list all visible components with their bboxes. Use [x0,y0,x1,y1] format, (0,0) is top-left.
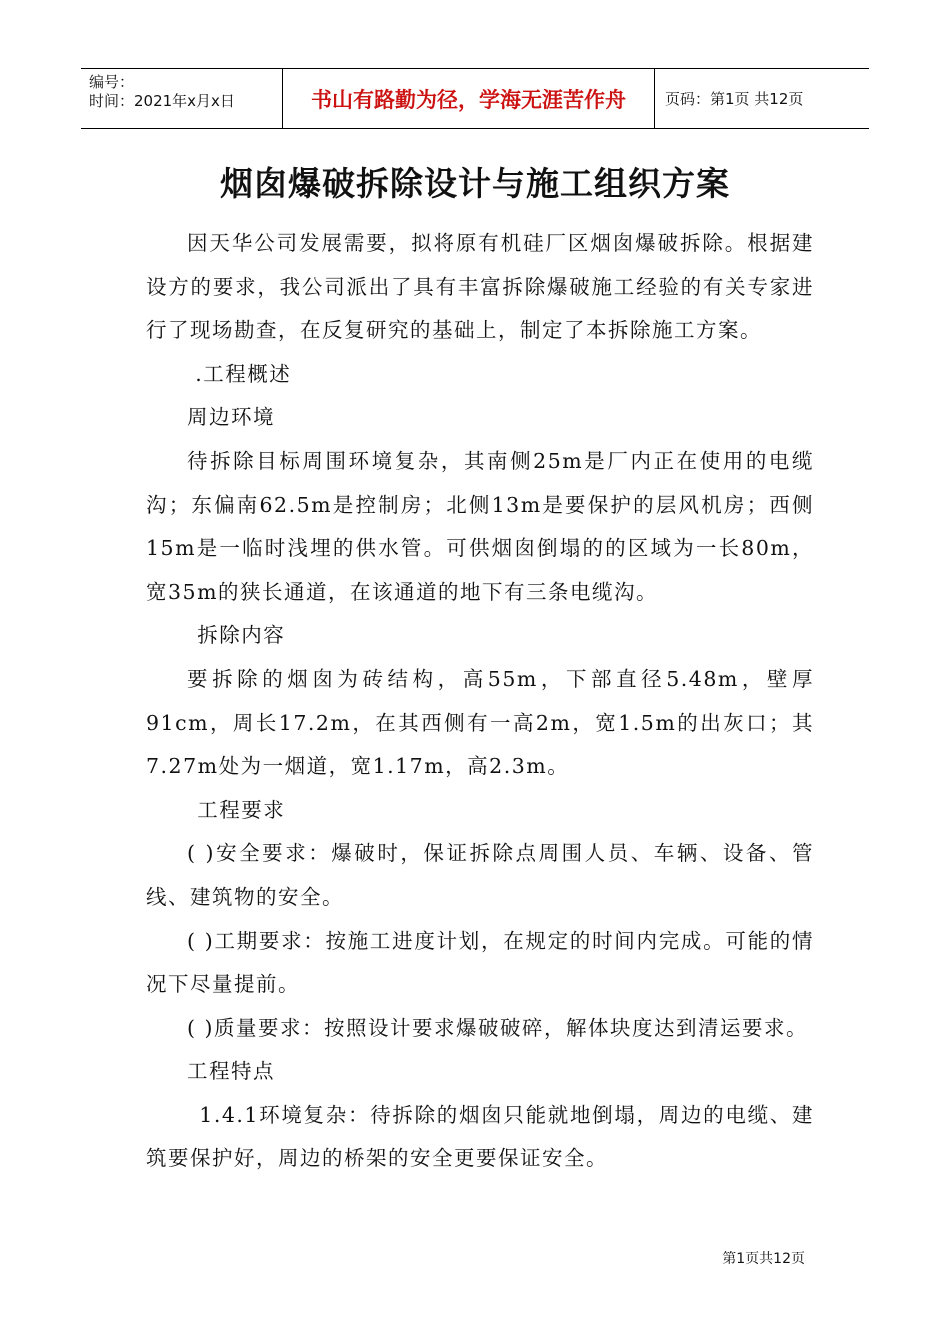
demolition-content-paragraph: 要拆除的烟囱为砖结构，高55m，下部直径5.48m，壁厚91cm，周长17.2m，在其西侧有一高2m，宽1.5m的出灰口；其7.27m处为一烟道，宽1.17m，高2.3m。 [146,666,814,779]
header-motto: 书山有路勤为径，学海无涯苦作舟 [282,69,655,128]
subsection-heading-demolition-content: 拆除内容 [197,623,286,648]
surroundings-paragraph: 待拆除目标周围环境复杂，其南侧25m是厂内正在使用的电缆沟；东偏南62.5m是控制房；北侧13m是要保护的层风机房；西侧15m是一临时浅埋的供水管。可供烟囱倒塌的的区域为一长80m，宽35m的狭长通道，在该通道的地下有三条电缆沟。 [146,448,814,604]
header-meta-cell [81,69,282,128]
subsection-heading-features: 工程特点 [187,1059,275,1084]
quality-requirement-paragraph: ( )质量要求：按照设计要求爆破破碎，解体块度达到清运要求。 [187,1015,809,1040]
subsection-heading-surroundings: 周边环境 [187,405,275,430]
section-heading-overview: .工程概述 [195,361,292,386]
safety-requirement-paragraph: ( )安全要求：爆破时，保证拆除点周围人员、车辆、设备、管线、建筑物的安全。 [146,841,814,909]
header-page-number: 页码：第1页 共12页 [665,90,804,108]
document-number-label: 编号： [89,73,135,91]
header-table [81,68,869,129]
document-title: 烟囱爆破拆除设计与施工组织方案 [220,164,730,203]
feature-paragraph: 1.4.1环境复杂：待拆除的烟囱只能就地倒塌，周边的电缆、建筑要保护好，周边的桥架的安全更要保证安全。 [146,1102,814,1171]
document-body [146,222,814,1181]
schedule-requirement-paragraph: ( )工期要求：按施工进度计划，在规定的时间内完成。可能的情况下尽量提前。 [146,928,814,997]
subsection-heading-requirements: 工程要求 [197,797,286,822]
page-footer: 第1页共12页 [722,1251,805,1267]
intro-paragraph: 因天华公司发展需要，拟将原有机硅厂区烟囱爆破拆除。根据建设方的要求，我公司派出了具有丰富拆除爆破施工经验的有关专家进行了现场勘查，在反复研究的基础上，制定了本拆除施工方案。 [146,231,814,343]
document-time-label: 时间：2021年x月x日 [89,92,235,110]
